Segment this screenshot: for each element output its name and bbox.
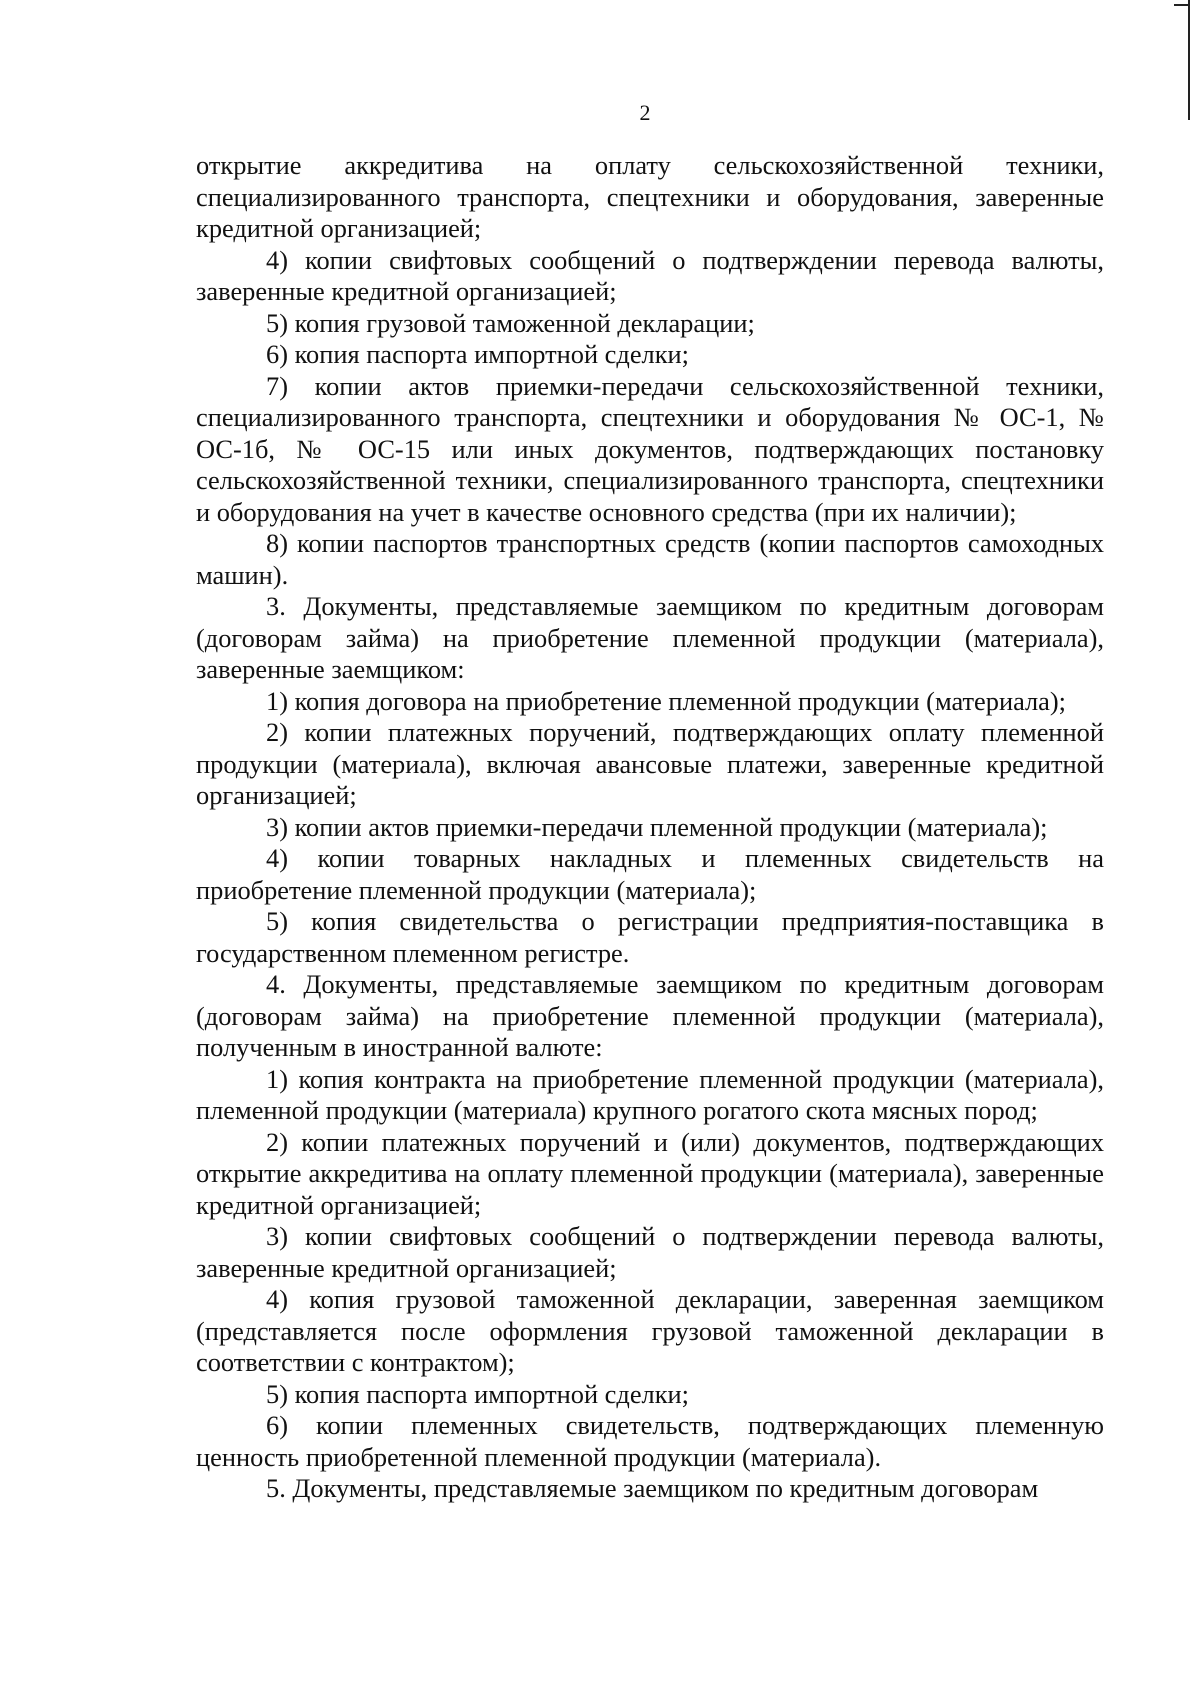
paragraph: 6) копии племенных свидетельств, подтверждающих племенную ценность приобретенной племенной продукции (материала). (196, 1410, 1104, 1472)
paragraph: 7) копии актов приемки-передачи сельскохозяйственной техники, специализированного транспорта, спецтехники и оборудования № ОС-1, № ОС-1б, № ОС-15 или иных документов, подтверждающих постановку сельскохозяйственной техники, специализированного транспорта, спецтехники и оборудования на учет в качестве основного средства (при их наличии); (196, 370, 1104, 527)
paragraph: 4) копии товарных накладных и племенных свидетельств на приобретение племенной продукции (материала); (196, 843, 1104, 905)
paragraph: 3) копии актов приемки-передачи племенной продукции (материала); (266, 811, 1048, 842)
paragraph: открытие аккредитива на оплату сельскохозяйственной техники, специализированного транспорта, спецтехники и оборудования, заверенные кредитной организацией; (196, 150, 1104, 243)
paragraph: 5) копия свидетельства о регистрации предприятия-поставщика в государственном племенном регистре. (196, 906, 1104, 968)
paragraph: 2) копии платежных поручений и (или) документов, подтверждающих открытие аккредитива на оплату племенной продукции (материала), заверенные кредитной организацией; (196, 1126, 1104, 1220)
document-body (196, 150, 1104, 1505)
paragraph: 8) копии паспортов транспортных средств (копии паспортов самоходных машин). (196, 528, 1104, 590)
paragraph: 1) копия контракта на приобретение племенной продукции (материала), племенной продукции (материала) крупного рогатого скота мясных пород; (196, 1063, 1104, 1125)
paragraph: 3) копии свифтовых сообщений о подтверждении перевода валюты, заверенные кредитной организацией; (196, 1221, 1104, 1283)
paragraph: 2) копии платежных поручений, подтверждающих оплату племенной продукции (материала), включая авансовые платежи, заверенные кредитной организацией; (196, 717, 1104, 810)
paragraph: 5. Документы, представляемые заемщиком по кредитным договорам (266, 1473, 1039, 1503)
paragraph: 5) копия паспорта импортной сделки; (266, 1378, 689, 1409)
paragraph: 1) копия договора на приобретение племенной продукции (материала); (266, 685, 1067, 716)
paragraph: 5) копия грузовой таможенной декларации; (266, 307, 755, 338)
page-number: 2 (639, 100, 651, 125)
paragraph: 4) копия грузовой таможенной декларации, заверенная заемщиком (представляется после оформления грузовой таможенной декларации в соответствии с контрактом); (196, 1284, 1104, 1377)
paragraph: 3. Документы, представляемые заемщиком по кредитным договорам (договорам займа) на приобретение племенной продукции (материала), заверенные заемщиком: (196, 591, 1104, 684)
paragraph: 4. Документы, представляемые заемщиком по кредитным договорам (договорам займа) на приобретение племенной продукции (материала), полученным в иностранной валюте: (196, 969, 1104, 1062)
paragraph: 4) копии свифтовых сообщений о подтверждении перевода валюты, заверенные кредитной организацией; (196, 244, 1104, 306)
paragraph: 6) копия паспорта импортной сделки; (266, 339, 689, 369)
scan-edge-mark-top (1174, 4, 1190, 6)
